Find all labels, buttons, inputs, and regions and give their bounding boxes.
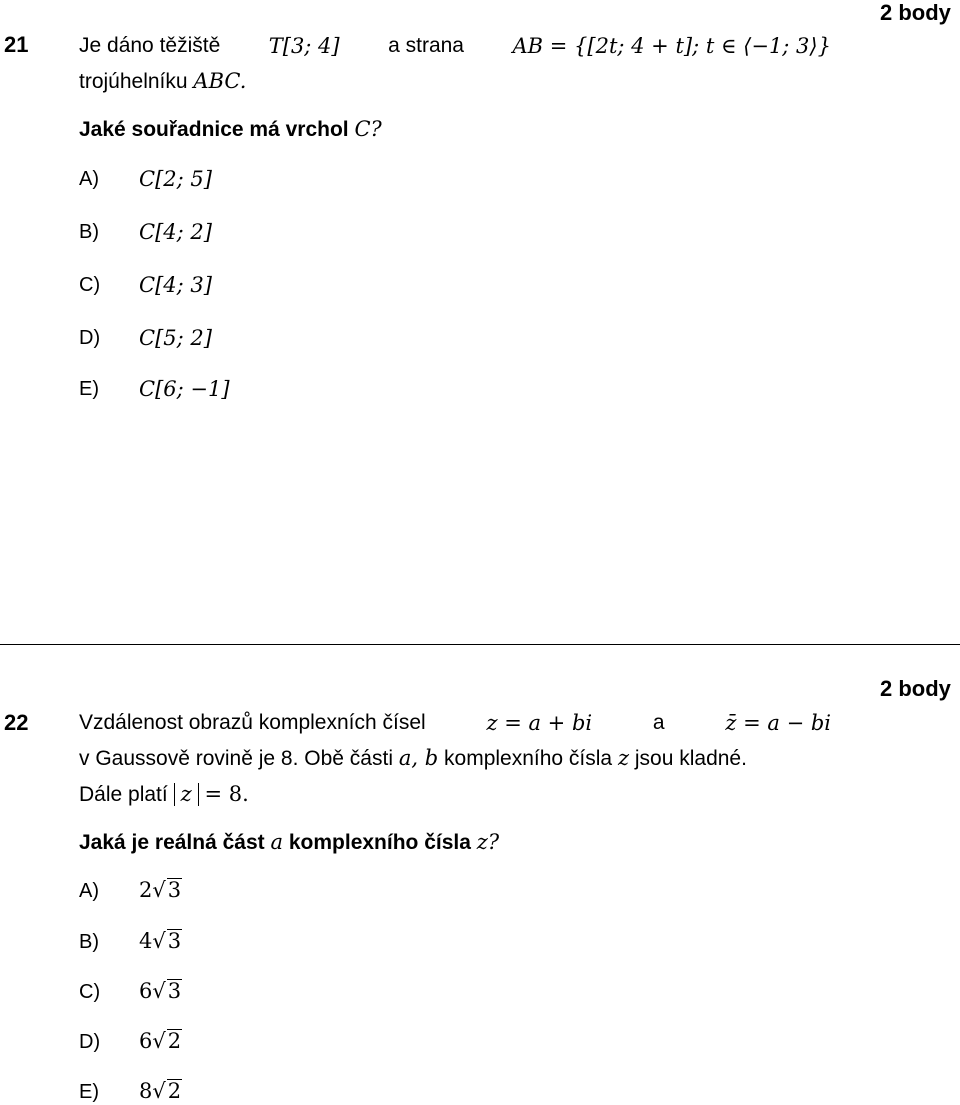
radical-expression: 6√3 [139, 979, 182, 1003]
question-prompt: Jaká je reálná část a komplexního čísla z? [79, 830, 500, 854]
sqrt-icon: √ [152, 878, 166, 902]
answer-option-a[interactable]: A) C[2; 5] [79, 167, 212, 191]
answer-option-a[interactable]: A) 2√3 [79, 878, 182, 902]
question-stem-line-2: v Gaussově rovině je 8. Obě části a, b komplexního čísla z jsou kladné. [79, 746, 747, 770]
question-number: 21 [4, 32, 29, 57]
sqrt-icon: √ [152, 979, 166, 1003]
answer-option-e[interactable]: E) C[6; −1] [79, 377, 230, 401]
answer-option-c[interactable]: C) 6√3 [79, 979, 182, 1003]
points-label: 2 body [880, 676, 951, 701]
question-number: 22 [4, 710, 29, 735]
sqrt-icon: √ [152, 929, 166, 953]
radical-expression: 4√3 [139, 929, 182, 953]
question-stem-line-3: Dále platí z = 8. [79, 782, 249, 806]
sqrt-icon: √ [152, 1029, 166, 1053]
radical-expression: 2√3 [139, 878, 182, 902]
section-divider [0, 644, 960, 645]
answer-option-d[interactable]: D) C[5; 2] [79, 326, 212, 350]
sqrt-icon: √ [152, 1079, 166, 1103]
answer-option-b[interactable]: B) 4√3 [79, 929, 182, 953]
answer-option-d[interactable]: D) 6√2 [79, 1029, 182, 1053]
question-prompt: Jaké souřadnice má vrchol C? [79, 117, 382, 141]
question-stem-line-2: trojúhelníku ABC. [79, 69, 247, 93]
radical-expression: 6√2 [139, 1029, 182, 1053]
answer-option-b[interactable]: B) C[4; 2] [79, 220, 212, 244]
answer-option-c[interactable]: C) C[4; 3] [79, 273, 212, 297]
question-stem-line-1: Je dáno těžiště T[3; 4] a strana AB = {[2t; 4 + t]; t ∈ ⟨−1; 3⟩} [79, 34, 831, 58]
points-label: 2 body [880, 0, 951, 25]
radical-expression: 8√2 [139, 1079, 182, 1103]
answer-option-e[interactable]: E) 8√2 [79, 1079, 182, 1103]
question-stem-line-1: Vzdálenost obrazů komplexních čísel z = a + bi a z̄ = a − bi [79, 711, 831, 735]
